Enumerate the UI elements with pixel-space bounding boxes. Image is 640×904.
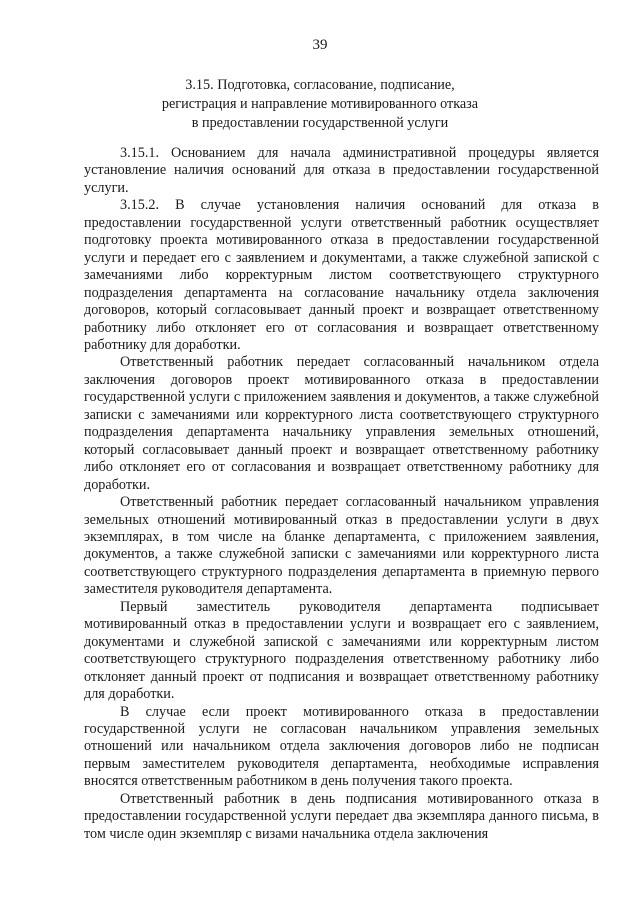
- section-title-line: регистрация и направление мотивированного отказа: [161, 95, 479, 112]
- section-title-line: 3.15. Подготовка, согласование, подписание,: [185, 77, 455, 93]
- page-number: 39: [312, 37, 328, 53]
- document-body: [84, 145, 599, 843]
- paragraph-3-15-1: 3.15.1. Основанием для начала административной процедуры является установление наличия оснований для отказа в предоставлении государственной услуги.: [84, 145, 599, 196]
- paragraph: Ответственный работник передает согласованный начальником управления земельных отношений мотивированный отказ в предоставлении услуги в двух экземплярах, в том числе на бланке департамента, с приложением заявления, документов, а также служебной записки с замечаниями или корректурного листа соответствующего структурного подразделения департамента в приемную первого заместителя руководителя департамента.: [84, 494, 599, 598]
- paragraph-3-15-2: 3.15.2. В случае установления наличия оснований для отказа в предоставлении государственной услуги ответственный работник осуществляет подготовку проекта мотивированного отказа в предоставлении государственной услуги и передает его с заявлением и документами, а также служебной запиской с замечаниями либо корректурным листом соответствующего структурного подразделения департамента на согласование начальнику отдела заключения договоров, который согласовывает данный проект и возвращает ответственному работнику либо отклоняет его от согласования и возвращает ответственному работнику для доработки.: [84, 197, 599, 353]
- paragraph: Ответственный работник в день подписания мотивированного отказа в предоставлении государственной услуги передает два экземпляра данного письма, в том числе один экземпляр с визами начальника отдела заключения: [84, 790, 599, 842]
- section-title-line: в предоставлении государственной услуги: [191, 114, 449, 131]
- paragraph: Первый заместитель руководителя департамента подписывает мотивированный отказ в предоставлении услуги и возвращает его с заявлением, документами и служебной запиской с замечаниями или корректурным листом соответствующего структурного подразделения ответственному работнику либо отклоняет данный проект от подписания и возвращает ответственному работнику для доработки.: [84, 598, 599, 703]
- section-title: [120, 76, 520, 132]
- paragraph: В случае если проект мотивированного отказа в предоставлении государственной услуги не согласован начальником управления земельных отношений или начальником отдела заключения договоров либо не подписан первым заместителем руководителя департамента, необходимые исправления вносятся ответственным работником в день получения такого проекта.: [84, 703, 599, 790]
- paragraph: Ответственный работник передает согласованный начальником отдела заключения договоров проект мотивированного отказа в предоставлении государственной услуги с приложением заявления и документов, а также служебной записки с замечаниями или корректурного листа соответствующего структурного подразделения департамента начальнику управления земельных отношений, который согласовывает данный проект и возвращает ответственному работнику либо отклоняет его от согласования и возвращает ответственному работнику для доработки.: [84, 354, 599, 493]
